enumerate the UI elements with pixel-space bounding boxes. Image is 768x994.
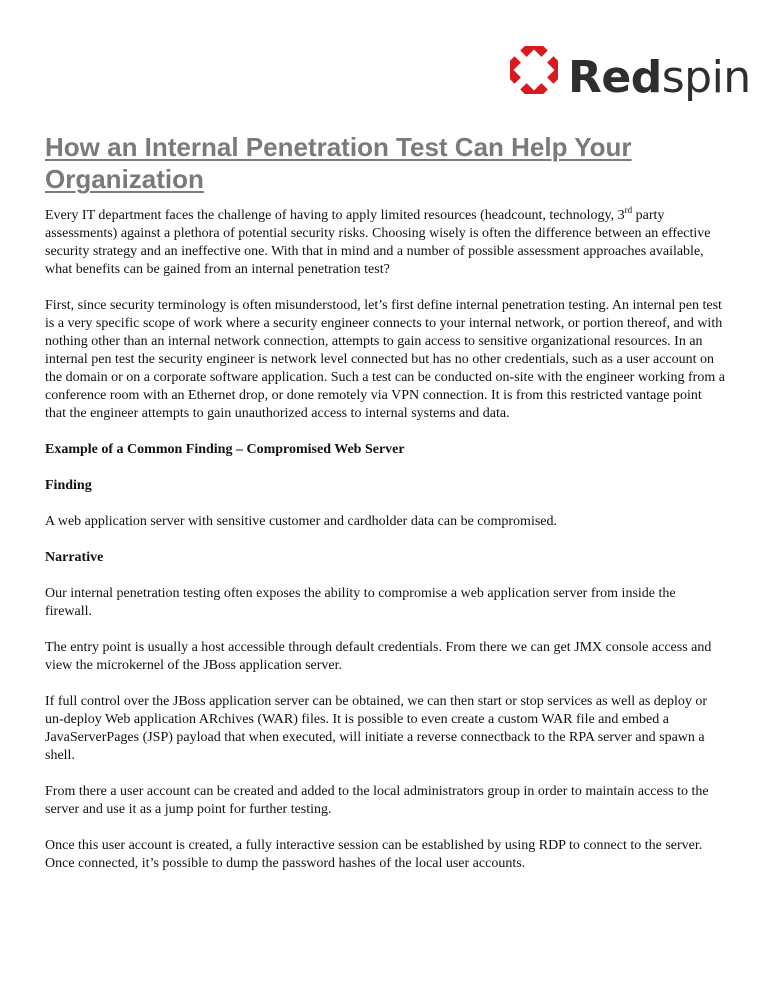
intro-paragraph: [45, 207, 725, 279]
narrative-heading: Narrative: [45, 550, 104, 565]
document-body: [45, 207, 725, 891]
narrative-paragraph: The entry point is usually a host accessible through default credentials. From there we can get JMX console access and view the microkernel of the JBoss application server.: [45, 640, 712, 673]
finding-paragraph: A web application server with sensitive customer and cardholder data can be compromised.: [45, 514, 557, 529]
wordmark-spin: spin: [661, 52, 751, 103]
intro-text-before: Every IT department faces the challenge of having to apply limited resources (headcount, technology, 3: [45, 208, 625, 223]
finding-heading: Finding: [45, 478, 92, 493]
redspin-mark-icon: [510, 46, 558, 94]
redspin-logo: [506, 42, 751, 112]
narrative-paragraph: Once this user account is created, a fully interactive session can be established by using RDP to connect to the server. Once connected, it’s possible to dump the password hashes of the local user accounts.: [45, 838, 703, 871]
redspin-wordmark: [568, 48, 751, 108]
narrative-paragraph: From there a user account can be created and added to the local administrators group in order to maintain access to the server and use it as a jump point for further testing.: [45, 784, 709, 817]
document-title: How an Internal Penetration Test Can Help Your Organization: [45, 132, 632, 194]
definition-paragraph: First, since security terminology is often misunderstood, let’s first define internal penetration testing. An internal pen test is a very specific scope of work where a security engineer connects to your internal network, or portion thereof, and with nothing other than an internal network connection, attempts to gain access to sensitive organizational resources. In an internal pen test the security engineer is network level connected but has no other credentials, such as a user account on the domain or on a corporate software application. Such a test can be conducted on-site with the engineer working from a conference room with an Ethernet drop, or done remotely via VPN connection. It is from this restricted vantage point that the engineer attempts to gain unauthorized access to internal systems and data.: [45, 298, 725, 421]
narrative-paragraph: If full control over the JBoss application server can be obtained, we can then start or stop services as well as deploy or un-deploy Web application ARchives (WAR) files. It is possible to even create a custom WAR file and embed a JavaServerPages (JSP) payload that when executed, will initiate a reverse connectback to the RPA server and spawn a shell.: [45, 694, 708, 763]
wordmark-red: Red: [568, 52, 662, 103]
intro-superscript: rd: [624, 205, 633, 215]
narrative-paragraph: Our internal penetration testing often exposes the ability to compromise a web application server from inside the firewall.: [45, 586, 676, 619]
example-heading: Example of a Common Finding – Compromised Web Server: [45, 442, 405, 457]
intro-text-after: party assessments) against a plethora of potential security risks. Choosing wisely is often the difference between an effective security strategy and an ineffective one. With that in mind and a number of possible assessment approaches available, what benefits can be gained from an internal penetration test?: [45, 208, 711, 277]
